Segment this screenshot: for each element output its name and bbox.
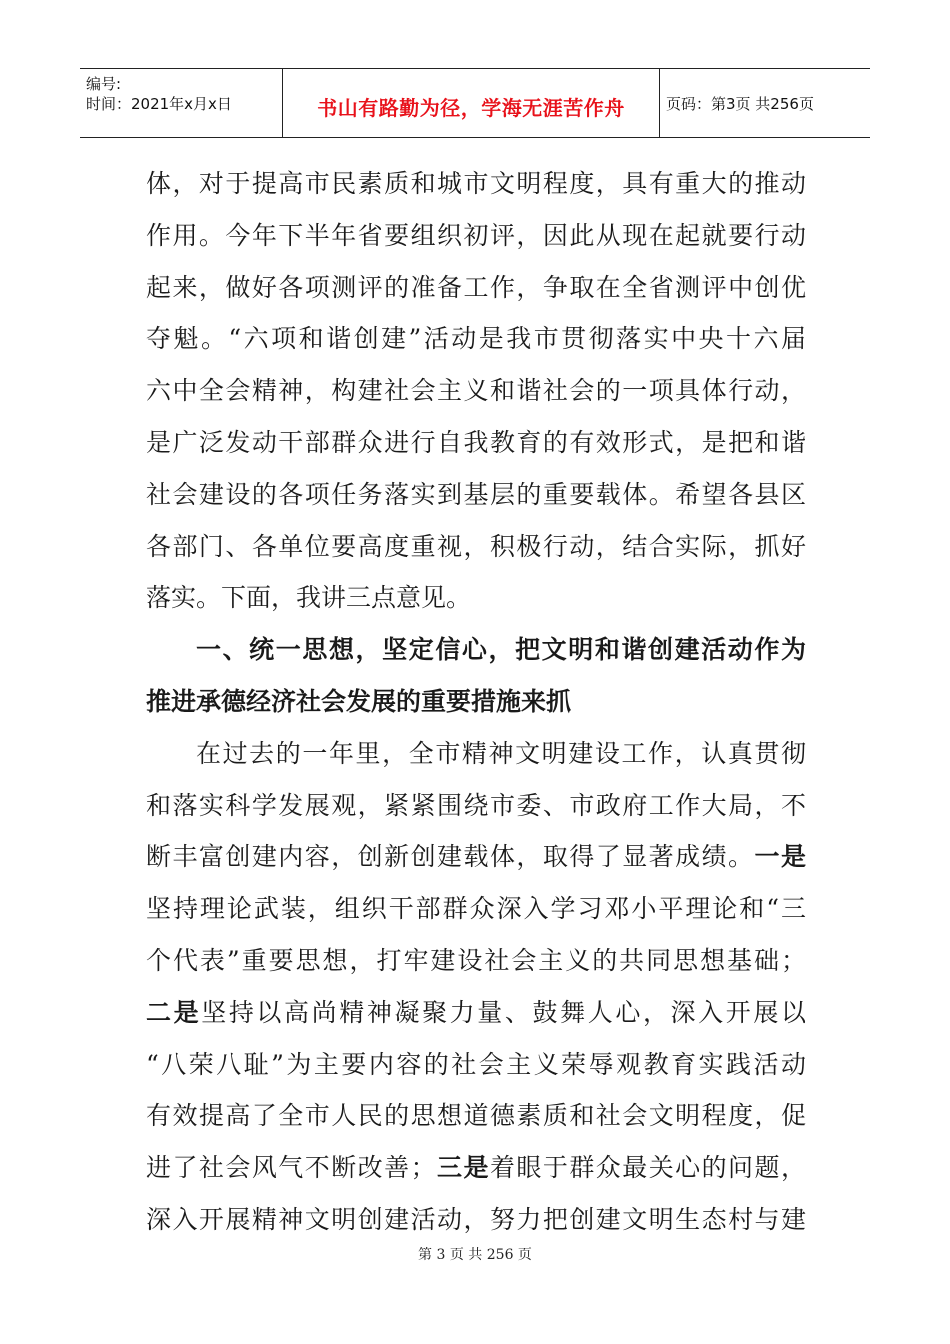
text-span: 着眼于群众最关心的问题， [489,1153,806,1183]
text-line: 体，对于提高市民素质和城市文明程度，具有重大的推动 [146,169,806,198]
header-motto-cell [282,69,660,137]
text-line [146,1142,806,1194]
text-span: 断丰富创建内容，创新创建载体，取得了显著成绩。 [146,842,755,872]
text-line: 夺魁。“六项和谐创建”活动是我市贯彻落实中央十六届 [146,324,806,354]
emphasis-span: 三是 [435,1153,490,1183]
section-heading-line: 推进承德经济社会发展的重要措施来抓 [146,686,572,716]
emphasis-span: 一是 [754,842,806,872]
text-line: 和落实科学发展观，紧紧围绕市委、市政府工作大局，不 [146,790,806,820]
text-line: 落实。下面，我讲三点意见。 [146,583,472,613]
text-span: 坚持以高尚精神凝聚力量、鼓舞人心，深入开展以 [201,997,806,1027]
text-line: “八荣八耻”为主要内容的社会主义荣辱观教育实践活动 [146,1049,806,1079]
text-line [146,987,806,1039]
text-line: 作用。今年下半年省要组织初评，因此从现在起就要行动 [146,220,806,250]
text-line: 有效提高了全市人民的思想道德素质和社会文明程度，促 [146,1101,806,1131]
emphasis-span: 二是 [146,997,202,1027]
section-heading-line: 一、统一思想，坚定信心，把文明和谐创建活动作为 [196,635,806,665]
text-line: 深入开展精神文明创建活动，努力把创建文明生态村与建 [146,1204,806,1234]
header-page-cell [660,69,870,137]
text-span: 进了社会风气不断改善； [146,1153,436,1183]
text-line [146,831,806,883]
document-header [80,68,870,138]
text-line: 是广泛发动干部群众进行自我教育的有效形式，是把和谐 [146,427,806,457]
time-label: 时间：2021年x月x日 [86,95,232,113]
text-line: 社会建设的各项任务落实到基层的重要载体。希望各县区 [146,479,806,509]
motto-text: 书山有路勤为径，学海无涯苦作舟 [317,96,625,120]
text-line: 六中全会精神，构建社会主义和谐社会的一项具体行动， [146,376,806,406]
text-line: 在过去的一年里，全市精神文明建设工作，认真贯彻 [196,738,806,768]
text-line: 坚持理论武装，组织干部群众深入学习邓小平理论和“三 [146,894,806,924]
text-line: 个代表”重要思想，打牢建设社会主义的共同思想基础； [146,945,806,975]
number-label: 编号: [86,75,122,93]
text-line: 各部门、各单位要高度重视，积极行动，结合实际，抓好 [146,531,806,561]
page-label: 页码：第3页 共256页 [666,95,814,113]
text-line: 起来，做好各项测评的准备工作，争取在全省测评中创优 [146,272,806,302]
header-meta-cell [80,69,282,137]
document-body [146,158,806,1246]
page-footer: 第 3 页 共 256 页 [418,1247,532,1263]
